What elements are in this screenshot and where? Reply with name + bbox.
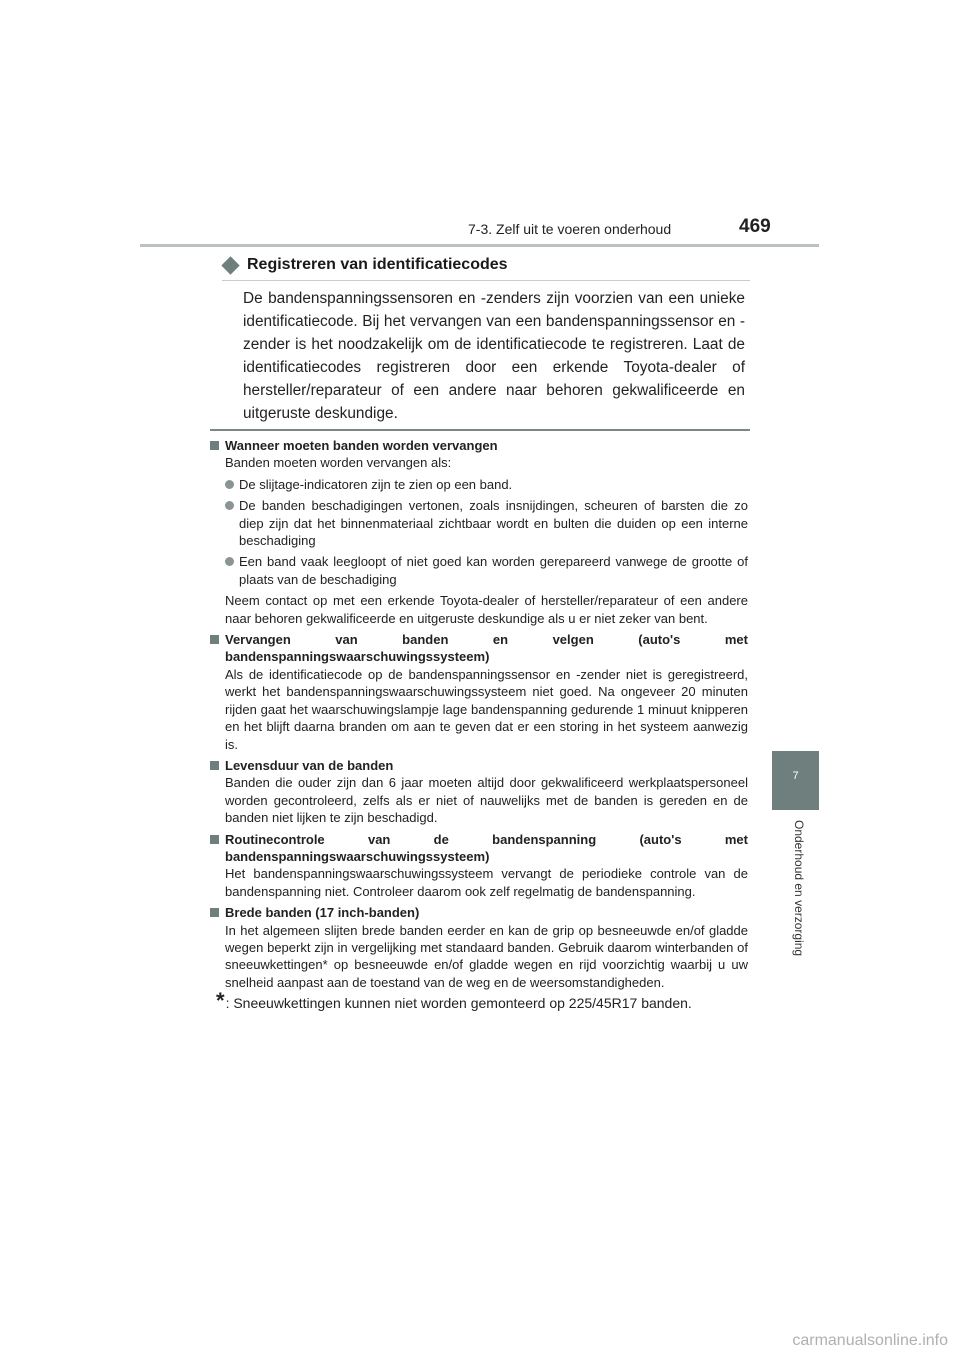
note-body: Als de identificatiecode op de bandenspanningssensor en -zender niet is geregistreerd, werkt het bandenspanningswaarschuwingssysteem niet goed. Na ongeveer 20 minuten rijden gaat het waarschuwingslampje lage bandenspanning gedurende 1 minuut knipperen en het blijft daarna branden om aan te geven dat er een storing in het systeem aanwezig is. [225, 666, 748, 752]
list-item [225, 476, 748, 493]
note-heading [210, 437, 748, 454]
chapter-tab-number: 7 [792, 770, 799, 782]
header-rule [140, 244, 819, 247]
note-heading [210, 757, 748, 774]
square-bullet-icon [210, 441, 219, 450]
chapter-tab-label: Onderhoud en verzorging [792, 820, 806, 957]
list-item [225, 553, 748, 588]
note-intro: Banden moeten worden vervangen als: [225, 455, 452, 471]
identification-section [222, 252, 750, 425]
note-outro: Neem contact op met een erkende Toyota-dealer of hersteller/reparateur of een andere naar behoren gekwalificeerde en uitgeruste deskundige als u er niet zeker van bent. [225, 593, 748, 626]
note-heading [210, 904, 748, 921]
list-item-text: Een band vaak leegloopt of niet goed kan worden gerepareerd vanwege de grootte of plaats van de beschadiging [239, 554, 748, 587]
note-heading-text: Brede banden (17 inch-banden) [225, 905, 420, 921]
circle-bullet-icon [225, 480, 234, 489]
note-heading-text: Levensduur van de banden [225, 757, 394, 773]
note-heading-text: Vervangen van banden en velgen (auto's met bandenspanningswaarschuwingssysteem) [225, 632, 748, 665]
note-body: Banden die ouder zijn dan 6 jaar moeten altijd door gekwalificeerd werkplaatspersoneel worden gecontroleerd, zelfs als er niet of nauwelijks met de banden is gereden en de banden niet lijken te zijn beschadigd. [225, 775, 748, 826]
note-tire-replacement [210, 437, 748, 627]
circle-bullet-icon [225, 557, 234, 566]
square-bullet-icon [210, 835, 219, 844]
footnote-text: : Sneeuwkettingen kunnen niet worden gemonteerd op 225/45R17 banden. [225, 995, 692, 1012]
footnote [216, 988, 748, 1014]
note-routine-check [210, 831, 748, 901]
page-number: 469 [739, 216, 771, 237]
square-bullet-icon [210, 761, 219, 770]
note-heading-text: Wanneer moeten banden worden vervangen [225, 438, 498, 453]
square-bullet-icon [210, 908, 219, 917]
section-rule [222, 280, 750, 281]
section-body: De bandenspanningssensoren en -zenders zijn voorzien van een unieke identificatiecode. Bij het vervangen van een bandenspanningssensor en -zender is het noodzakelijk om de identificatiecode te registreren. Laat de identificatiecodes registreren door een erkende Toyota-dealer of hersteller/reparateur of een andere naar behoren gekwalificeerde en uitgeruste deskundige. [243, 290, 745, 422]
diamond-icon [221, 256, 239, 274]
section-heading [222, 252, 750, 278]
note-wide-tires [210, 904, 748, 991]
header-section-title: 7-3. Zelf uit te voeren onderhoud [468, 221, 672, 237]
footnote-mark: * [216, 988, 225, 1014]
list-item [225, 497, 748, 549]
section-heading-text: Registreren van identificatiecodes [247, 256, 508, 273]
notes [210, 437, 748, 1013]
watermark: carmanualsonline.info [792, 1332, 948, 1349]
list-item-text: De banden beschadigingen vertonen, zoals insnijdingen, scheuren of barsten die zo diep zijn dat het binnenmateriaal zichtbaar wordt en bulten die duiden op een interne beschadiging [239, 498, 748, 549]
note-body: In het algemeen slijten brede banden eerder en kan de grip op besneeuwde en/of gladde wegen beperkt zijn in vergelijking met standaard banden. Gebruik daarom winterbanden of sneeuwkettingen* op besneeuwde en/of gladde wegen en rijd voorzichtig waarbij u uw snelheid aanpast aan de toestand van de weg en de weersomstandigheden. [225, 922, 748, 990]
square-bullet-icon [210, 635, 219, 644]
note-heading-text: Routinecontrole van de bandenspanning (auto's met bandenspanningswaarschuwingssysteem) [225, 831, 748, 864]
note-tire-lifespan [210, 757, 748, 827]
note-heading [210, 631, 748, 666]
note-body: Het bandenspanningswaarschuwingssysteem vervangt de periodieke controle van de bandenspanning niet. Controleer daarom ook zelf regelmatig de bandenspanning. [225, 866, 748, 899]
section-divider [210, 429, 750, 431]
chapter-tab[interactable] [772, 751, 819, 810]
note-tire-wheel-replacement [210, 631, 748, 753]
circle-bullet-icon [225, 501, 234, 510]
note-heading [210, 831, 748, 866]
list-item-text: De slijtage-indicatoren zijn te zien op een band. [239, 476, 513, 492]
